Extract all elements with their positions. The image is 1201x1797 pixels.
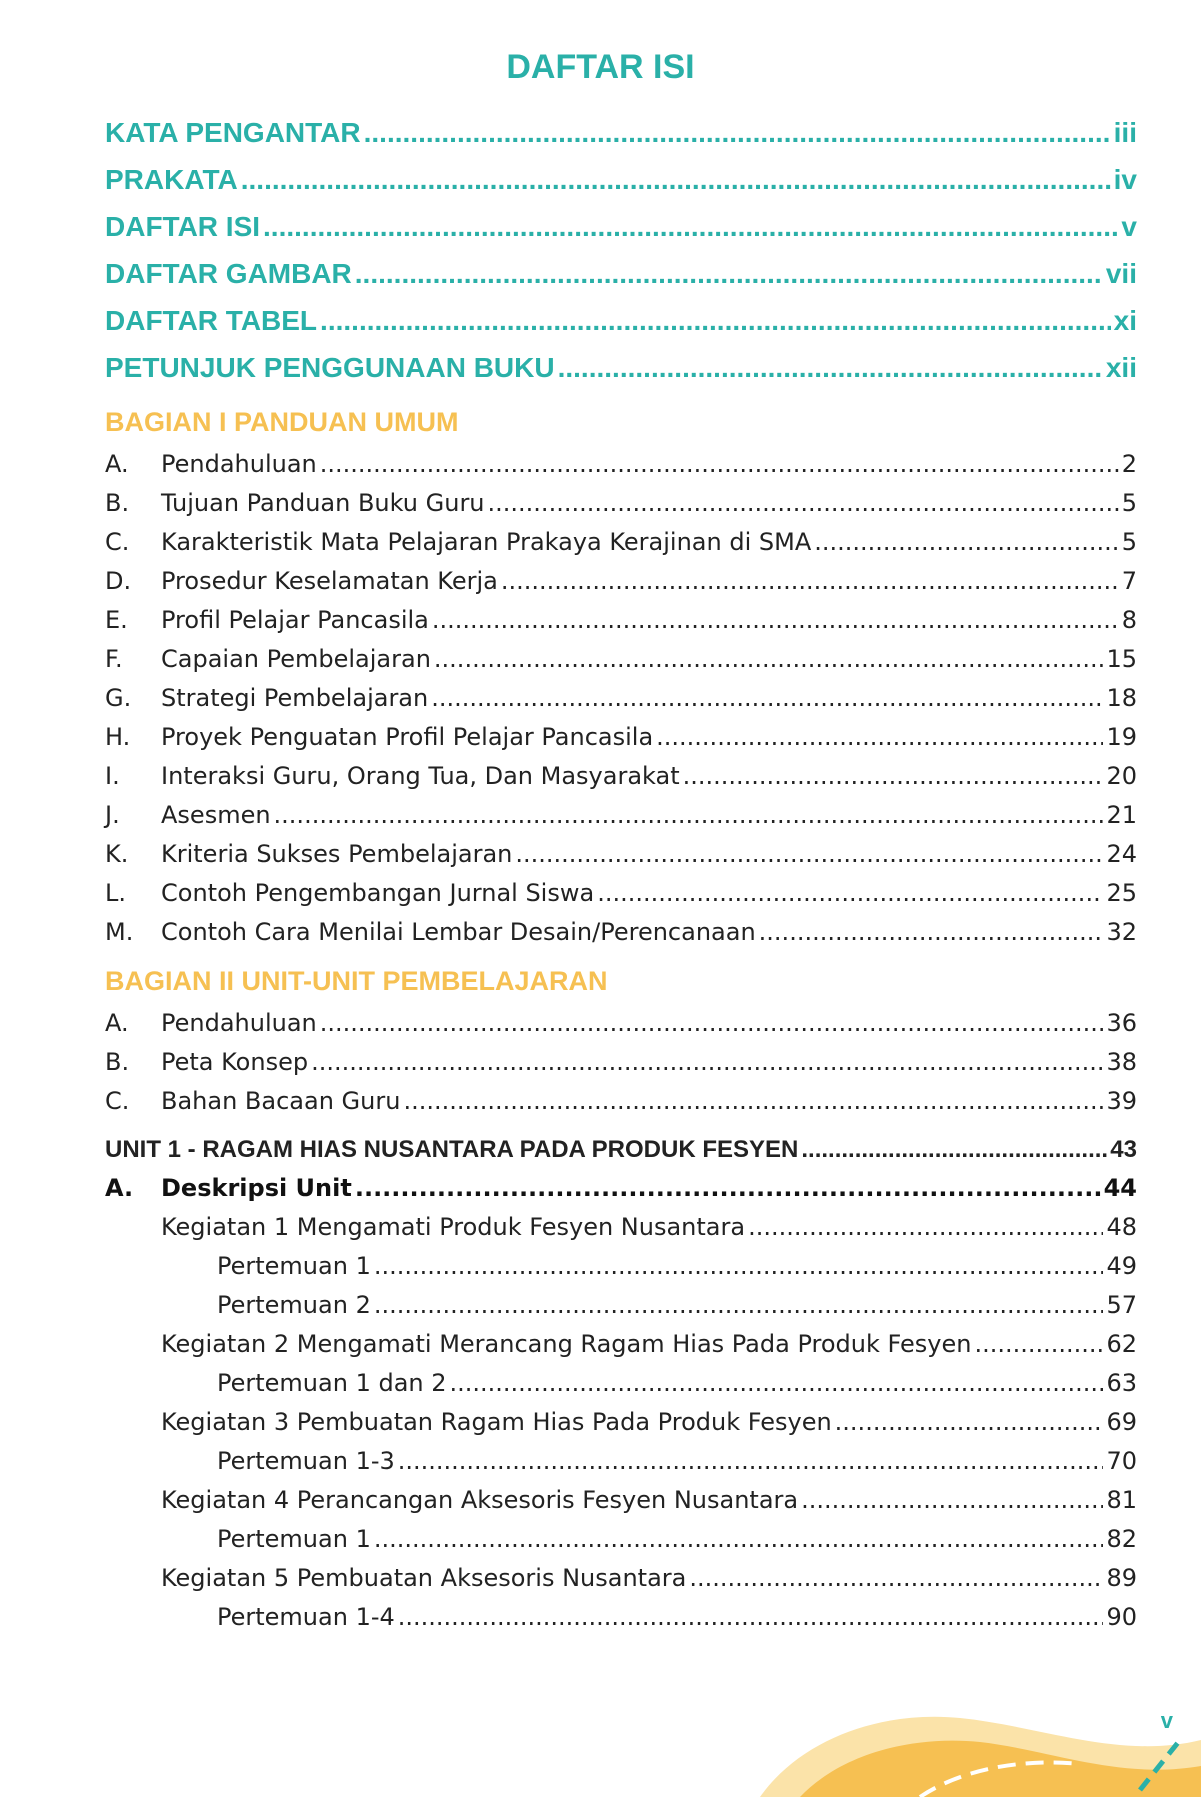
leader-dots <box>241 156 1111 203</box>
toc-entry-page: 89 <box>1106 1564 1137 1592</box>
leader-dots <box>398 1598 1104 1637</box>
toc-entry-label: DAFTAR ISI <box>105 211 261 242</box>
toc-entry-page: 19 <box>1106 723 1137 751</box>
toc-entry-label: Kegiatan 4 Perancangan Aksesoris Fesyen Nusantara <box>161 1486 799 1514</box>
toc-entry-label: Pertemuan 1-4 <box>217 1603 395 1631</box>
leader-dots <box>355 250 1103 297</box>
entry-letter: E. <box>105 606 128 634</box>
toc-entry-page: 38 <box>1106 1048 1137 1076</box>
entry-letter: A. <box>105 450 129 478</box>
leader-dots <box>814 523 1118 562</box>
toc-entry-kata-pengantar[interactable] <box>105 109 1137 156</box>
leader-dots <box>597 874 1103 913</box>
toc-entry-prakata[interactable] <box>105 156 1137 203</box>
page-title: DAFTAR ISI <box>506 48 695 86</box>
toc-entry-label: Tujuan Panduan Buku Guru <box>161 489 485 517</box>
toc-entry-page: 18 <box>1106 684 1137 712</box>
leader-dots <box>434 640 1104 679</box>
toc-entry-page: 24 <box>1106 840 1137 868</box>
toc-entry-label: DAFTAR TABEL <box>105 305 318 336</box>
leader-dots <box>759 913 1104 952</box>
leader-dots <box>748 1208 1103 1247</box>
toc-entry[interactable] <box>105 562 1137 601</box>
toc-entry-label: Kriteria Sukses Pembelajaran <box>161 840 513 868</box>
leader-dots <box>263 203 1118 250</box>
toc-entry-label: Pertemuan 2 <box>217 1291 371 1319</box>
toc-entry-label: Pertemuan 1 <box>217 1525 371 1553</box>
toc-entry-page: 49 <box>1106 1252 1137 1280</box>
entry-letter: J. <box>105 801 120 829</box>
leader-dots <box>374 1520 1104 1559</box>
leader-dots <box>432 601 1119 640</box>
toc-entry-page: 57 <box>1106 1291 1137 1319</box>
leader-dots <box>835 1403 1104 1442</box>
leader-dots <box>374 1247 1104 1286</box>
toc-entry-page: 5 <box>1121 489 1137 517</box>
entry-letter: K. <box>105 840 129 868</box>
toc-entry-label: Pertemuan 1 dan 2 <box>217 1369 447 1397</box>
toc-entry[interactable] <box>105 796 1137 835</box>
toc-entry-label: Pendahuluan <box>161 1009 317 1037</box>
entry-letter: G. <box>105 684 132 712</box>
leader-dots <box>320 445 1119 484</box>
toc-entry[interactable] <box>105 484 1137 523</box>
leader-dots <box>801 1481 1103 1520</box>
section-heading: BAGIAN I PANDUAN UMUM <box>105 407 459 437</box>
toc-entry-label: Pertemuan 1 <box>217 1252 371 1280</box>
toc-entry-page: v <box>1121 211 1137 242</box>
toc-entry-daftar-tabel[interactable] <box>105 297 1137 344</box>
leader-dots <box>515 835 1103 874</box>
toc-entry[interactable] <box>105 874 1137 913</box>
toc-entry-pertemuan[interactable] <box>105 1247 1137 1286</box>
toc-entry-page: xi <box>1113 305 1137 336</box>
toc-entry-label: DAFTAR GAMBAR <box>105 258 352 289</box>
toc-entry-label: KATA PENGANTAR <box>105 117 361 148</box>
toc-entry-pertemuan[interactable] <box>105 1364 1137 1403</box>
toc-entry-label: Pendahuluan <box>161 450 317 478</box>
toc-entry[interactable] <box>105 679 1137 718</box>
entry-letter: D. <box>105 567 132 595</box>
toc-entry-page: 81 <box>1106 1486 1137 1514</box>
entry-letter: H. <box>105 723 131 751</box>
toc-entry-pertemuan[interactable] <box>105 1442 1137 1481</box>
toc-entry-label: Karakteristik Mata Pelajaran Prakaya Kerajinan di SMA <box>161 528 812 556</box>
leader-dots <box>355 1169 1101 1208</box>
leader-dots <box>431 679 1103 718</box>
entry-letter: A. <box>105 1009 129 1037</box>
toc-entry-label: Pertemuan 1-3 <box>217 1447 395 1475</box>
toc-entry-label: Prosedur Keselamatan Kerja <box>161 567 498 595</box>
toc-entry-daftar-isi[interactable] <box>105 203 1137 250</box>
toc-entry-page: 25 <box>1106 879 1137 907</box>
toc-entry-label: Deskripsi Unit <box>161 1174 352 1202</box>
toc-entry-label: Proyek Penguatan Profil Pelajar Pancasila <box>161 723 654 751</box>
toc-entry-page: xii <box>1105 352 1137 383</box>
toc-entry[interactable] <box>105 640 1137 679</box>
unit-1-section <box>105 1130 1137 1637</box>
toc-entry-page: 69 <box>1106 1408 1137 1436</box>
page-number: v <box>1160 1708 1173 1733</box>
front-matter-list <box>105 109 1137 391</box>
toc-entry-kegiatan[interactable] <box>105 1403 1137 1442</box>
toc-entry-label: Kegiatan 5 Pembuatan Aksesoris Nusantara <box>161 1564 687 1592</box>
toc-entry-label: Asesmen <box>161 801 271 829</box>
entry-letter: C. <box>105 528 130 556</box>
leader-dots <box>274 796 1104 835</box>
toc-entry-pertemuan[interactable] <box>105 1286 1137 1325</box>
toc-entry[interactable] <box>105 445 1137 484</box>
leader-dots <box>683 757 1104 796</box>
decorative-wave-graphic <box>740 1700 1201 1797</box>
toc-entry-page: 36 <box>1106 1009 1137 1037</box>
toc-entry-page: iv <box>1113 164 1137 195</box>
entry-letter: I. <box>105 762 120 790</box>
toc-entry-page: 70 <box>1106 1447 1137 1475</box>
toc-entry-label: Capaian Pembelajaran <box>161 645 431 673</box>
leader-dots <box>403 1082 1103 1121</box>
leader-dots <box>656 718 1103 757</box>
toc-entry-page: 62 <box>1106 1330 1137 1358</box>
toc-entry[interactable] <box>105 757 1137 796</box>
toc-entry-page: 7 <box>1121 567 1137 595</box>
leader-dots <box>398 1442 1104 1481</box>
toc-entry-label: Kegiatan 3 Pembuatan Ragam Hias Pada Produk Fesyen <box>161 1408 832 1436</box>
bagian-2-section <box>105 958 1137 1121</box>
toc-entry-page: vii <box>1105 258 1137 289</box>
leader-dots <box>501 562 1119 601</box>
toc-entry-pertemuan[interactable] <box>105 1598 1137 1637</box>
toc-entry-pertemuan[interactable] <box>105 1520 1137 1559</box>
toc-entry[interactable] <box>105 835 1137 874</box>
toc-entry[interactable] <box>105 1043 1137 1082</box>
toc-entry-page: 44 <box>1103 1174 1137 1202</box>
entry-letter: B. <box>105 489 130 517</box>
toc-entry-page: 15 <box>1106 645 1137 673</box>
leader-dots <box>689 1559 1103 1598</box>
toc-entry-kegiatan[interactable] <box>105 1481 1137 1520</box>
toc-entry-page: 20 <box>1106 762 1137 790</box>
toc-entry-label: Bahan Bacaan Guru <box>161 1087 401 1115</box>
toc-entry-page: 82 <box>1106 1525 1137 1553</box>
leader-dots <box>974 1325 1103 1364</box>
leader-dots <box>320 1004 1104 1043</box>
entry-letter: B. <box>105 1048 130 1076</box>
toc-entry[interactable] <box>105 718 1137 757</box>
toc-entry-label: Contoh Pengembangan Jurnal Siswa <box>161 879 595 907</box>
toc-entry[interactable] <box>105 913 1137 952</box>
toc-entry-label: UNIT 1 - RAGAM HIAS NUSANTARA PADA PRODUK FESYEN <box>105 1136 799 1163</box>
toc-entry-label: PETUNJUK PENGGUNAAN BUKU <box>105 352 555 383</box>
toc-entry-petunjuk[interactable] <box>105 344 1137 391</box>
toc-entry-page: iii <box>1113 117 1137 148</box>
toc-entry-deskripsi-unit[interactable] <box>105 1169 1137 1208</box>
leader-dots <box>320 297 1111 344</box>
leader-dots <box>364 109 1111 156</box>
toc-entry-page: 48 <box>1106 1213 1137 1241</box>
toc-entry-kegiatan[interactable] <box>105 1208 1137 1247</box>
entry-letter: C. <box>105 1087 130 1115</box>
toc-entry-label: Strategi Pembelajaran <box>161 684 429 712</box>
toc-entry-page: 21 <box>1106 801 1137 829</box>
toc-entry-unit-1[interactable] <box>105 1130 1137 1169</box>
entry-letter: M. <box>105 918 134 946</box>
toc-entry-daftar-gambar[interactable] <box>105 250 1137 297</box>
leader-dots <box>311 1043 1103 1082</box>
toc-entry[interactable] <box>105 523 1137 562</box>
toc-entry-kegiatan[interactable] <box>105 1325 1137 1364</box>
leader-dots <box>558 344 1103 391</box>
leader-dots <box>801 1130 1107 1169</box>
leader-dots <box>450 1364 1104 1403</box>
section-heading: BAGIAN II UNIT-UNIT PEMBELAJARAN <box>105 966 608 996</box>
toc-entry-page: 32 <box>1106 918 1137 946</box>
toc-entry-page: 90 <box>1106 1603 1137 1631</box>
leader-dots <box>488 484 1119 523</box>
toc-entry[interactable] <box>105 601 1137 640</box>
toc-entry-label: Contoh Cara Menilai Lembar Desain/Perencanaan <box>161 918 756 946</box>
bagian-1-section <box>105 399 1137 952</box>
entry-letter: A. <box>105 1174 134 1202</box>
entry-letter: L. <box>105 879 126 907</box>
toc-entry[interactable] <box>105 1082 1137 1121</box>
toc-entry-kegiatan[interactable] <box>105 1559 1137 1598</box>
toc-entry-label: Profil Pelajar Pancasila <box>161 606 429 634</box>
toc-entry-page: 39 <box>1106 1087 1137 1115</box>
toc-entry-label: Kegiatan 1 Mengamati Produk Fesyen Nusantara <box>161 1213 746 1241</box>
entry-letter: F. <box>105 645 123 673</box>
toc-entry[interactable] <box>105 1004 1137 1043</box>
toc-entry-page: 43 <box>1110 1136 1137 1163</box>
leader-dots <box>374 1286 1104 1325</box>
toc-entry-page: 5 <box>1121 528 1137 556</box>
toc-entry-label: PRAKATA <box>105 164 238 195</box>
toc-entry-page: 8 <box>1121 606 1137 634</box>
toc-entry-label: Kegiatan 2 Mengamati Merancang Ragam Hias Pada Produk Fesyen <box>161 1330 972 1358</box>
toc-entry-page: 63 <box>1106 1369 1137 1397</box>
toc-entry-page: 2 <box>1121 450 1137 478</box>
toc-entry-label: Interaksi Guru, Orang Tua, Dan Masyarakat <box>161 762 680 790</box>
toc-entry-label: Peta Konsep <box>161 1048 309 1076</box>
